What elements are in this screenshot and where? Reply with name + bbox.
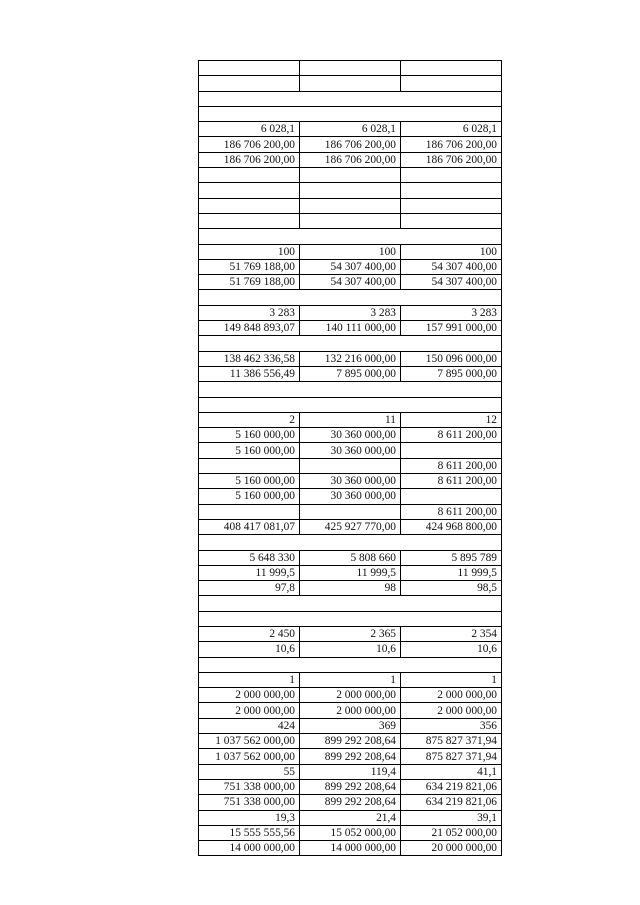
table-cell: 54 307 400,00	[401, 259, 502, 274]
spacer-cell	[199, 229, 300, 244]
table-cell: 150 096 000,00	[401, 351, 502, 366]
table-row	[199, 718, 502, 733]
table-cell	[199, 168, 300, 183]
table-cell: 425 927 770,00	[300, 519, 401, 534]
table-cell: 186 706 200,00	[199, 137, 300, 152]
table-cell: 186 706 200,00	[199, 152, 300, 167]
table-row	[199, 137, 502, 152]
table-cell	[401, 443, 502, 458]
table-cell: 751 338 000,00	[199, 795, 300, 810]
spacer-cell	[401, 290, 502, 305]
table-cell: 2 000 000,00	[300, 703, 401, 718]
table-cell: 2 450	[199, 626, 300, 641]
table-row	[199, 183, 502, 198]
table-cell	[300, 458, 401, 473]
table-cell: 6 028,1	[401, 122, 502, 137]
table-cell: 5 648 330	[199, 550, 300, 565]
table-row	[199, 504, 502, 519]
table-cell: 356	[401, 718, 502, 733]
spacer-cell	[199, 290, 300, 305]
table-cell: 10,6	[199, 642, 300, 657]
table-row	[199, 519, 502, 534]
table-cell	[300, 198, 401, 213]
table-cell: 3 283	[199, 305, 300, 320]
table-cell: 6 028,1	[199, 122, 300, 137]
spacer-cell	[199, 106, 300, 121]
table-cell: 408 417 081,07	[199, 519, 300, 534]
spacer-cell	[300, 91, 401, 106]
table-cell	[401, 61, 502, 76]
table-row	[199, 672, 502, 687]
table-row	[199, 474, 502, 489]
table-cell: 10,6	[300, 642, 401, 657]
table-cell: 6 028,1	[300, 122, 401, 137]
spacer-row	[199, 397, 502, 412]
table-cell: 51 769 188,00	[199, 259, 300, 274]
spacer-cell	[401, 229, 502, 244]
table-row	[199, 321, 502, 336]
table-cell: 10,6	[401, 642, 502, 657]
spacer-cell	[401, 106, 502, 121]
table-row	[199, 841, 502, 856]
data-table-body	[199, 61, 502, 856]
table-row	[199, 412, 502, 427]
table-cell: 157 991 000,00	[401, 321, 502, 336]
table-cell: 3 283	[300, 305, 401, 320]
table-row	[199, 443, 502, 458]
table-cell: 1	[401, 672, 502, 687]
table-cell	[199, 76, 300, 91]
table-cell: 5 895 789	[401, 550, 502, 565]
table-cell: 2 000 000,00	[401, 703, 502, 718]
table-cell: 54 307 400,00	[300, 275, 401, 290]
table-row	[199, 550, 502, 565]
table-cell: 1	[199, 672, 300, 687]
spacer-row	[199, 657, 502, 672]
spacer-cell	[300, 229, 401, 244]
table-cell: 369	[300, 718, 401, 733]
spacer-cell	[199, 91, 300, 106]
spacer-cell	[300, 397, 401, 412]
table-cell: 30 360 000,00	[300, 489, 401, 504]
spacer-row	[199, 336, 502, 351]
table-cell: 1 037 562 000,00	[199, 734, 300, 749]
spacer-cell	[300, 106, 401, 121]
table-cell: 875 827 371,94	[401, 749, 502, 764]
table-cell: 39,1	[401, 810, 502, 825]
table-cell: 132 216 000,00	[300, 351, 401, 366]
table-cell: 899 292 208,64	[300, 795, 401, 810]
table-row	[199, 213, 502, 228]
table-cell: 5 808 660	[300, 550, 401, 565]
spacer-row	[199, 290, 502, 305]
table-row	[199, 489, 502, 504]
table-cell: 11 999,5	[401, 565, 502, 580]
table-cell: 100	[401, 244, 502, 259]
table-cell: 3 283	[401, 305, 502, 320]
table-cell: 20 000 000,00	[401, 841, 502, 856]
table-row	[199, 428, 502, 443]
spacer-cell	[401, 611, 502, 626]
spacer-cell	[300, 657, 401, 672]
table-row	[199, 565, 502, 580]
table-cell: 138 462 336,58	[199, 351, 300, 366]
table-cell: 30 360 000,00	[300, 428, 401, 443]
table-cell: 424	[199, 718, 300, 733]
table-row	[199, 168, 502, 183]
spacer-cell	[199, 611, 300, 626]
table-row	[199, 779, 502, 794]
table-cell: 2 354	[401, 626, 502, 641]
table-cell: 14 000 000,00	[199, 841, 300, 856]
spacer-cell	[300, 290, 401, 305]
table-cell: 899 292 208,64	[300, 734, 401, 749]
table-cell	[199, 504, 300, 519]
table-row	[199, 825, 502, 840]
table-cell	[199, 198, 300, 213]
spacer-cell	[300, 382, 401, 397]
table-cell: 186 706 200,00	[401, 152, 502, 167]
spacer-cell	[199, 336, 300, 351]
table-cell	[300, 76, 401, 91]
table-row	[199, 122, 502, 137]
table-cell	[401, 489, 502, 504]
table-row	[199, 734, 502, 749]
spacer-cell	[199, 382, 300, 397]
spacer-row	[199, 229, 502, 244]
table-cell: 11 386 556,49	[199, 366, 300, 381]
spacer-cell	[300, 596, 401, 611]
table-cell: 424 968 800,00	[401, 519, 502, 534]
table-cell: 11	[300, 412, 401, 427]
spacer-cell	[401, 382, 502, 397]
table-cell	[199, 61, 300, 76]
table-cell	[300, 168, 401, 183]
table-cell: 2 000 000,00	[300, 688, 401, 703]
table-cell	[300, 504, 401, 519]
table-cell: 186 706 200,00	[300, 152, 401, 167]
table-cell: 899 292 208,64	[300, 749, 401, 764]
table-cell: 7 895 000,00	[300, 366, 401, 381]
table-cell: 1	[300, 672, 401, 687]
spacer-cell	[300, 611, 401, 626]
table-cell	[199, 213, 300, 228]
table-row	[199, 581, 502, 596]
table-cell: 30 360 000,00	[300, 443, 401, 458]
table-cell: 100	[199, 244, 300, 259]
table-cell	[401, 213, 502, 228]
table-row	[199, 61, 502, 76]
table-cell	[300, 61, 401, 76]
table-cell: 186 706 200,00	[401, 137, 502, 152]
table-cell: 5 160 000,00	[199, 428, 300, 443]
table-row	[199, 259, 502, 274]
table-cell: 15 052 000,00	[300, 825, 401, 840]
table-row	[199, 244, 502, 259]
table-cell: 186 706 200,00	[300, 137, 401, 152]
table-cell: 51 769 188,00	[199, 275, 300, 290]
table-row	[199, 703, 502, 718]
spacer-row	[199, 535, 502, 550]
data-table	[198, 60, 502, 856]
table-cell: 5 160 000,00	[199, 474, 300, 489]
table-cell: 30 360 000,00	[300, 474, 401, 489]
table-row	[199, 198, 502, 213]
table-cell: 55	[199, 764, 300, 779]
table-row	[199, 458, 502, 473]
table-cell: 875 827 371,94	[401, 734, 502, 749]
table-cell: 2 000 000,00	[199, 688, 300, 703]
spacer-cell	[199, 596, 300, 611]
table-cell: 8 611 200,00	[401, 428, 502, 443]
spacer-cell	[199, 535, 300, 550]
spacer-cell	[401, 657, 502, 672]
table-cell: 119,4	[300, 764, 401, 779]
table-cell: 98,5	[401, 581, 502, 596]
table-cell: 2 000 000,00	[401, 688, 502, 703]
table-cell: 634 219 821,06	[401, 795, 502, 810]
table-cell	[199, 458, 300, 473]
table-row	[199, 688, 502, 703]
table-cell	[401, 76, 502, 91]
spacer-cell	[401, 596, 502, 611]
table-row	[199, 749, 502, 764]
table-cell: 14 000 000,00	[300, 841, 401, 856]
table-cell	[401, 168, 502, 183]
table-row	[199, 626, 502, 641]
table-cell: 11 999,5	[199, 565, 300, 580]
table-cell: 41,1	[401, 764, 502, 779]
table-cell: 54 307 400,00	[401, 275, 502, 290]
table-cell: 7 895 000,00	[401, 366, 502, 381]
table-cell	[199, 183, 300, 198]
table-cell: 634 219 821,06	[401, 779, 502, 794]
table-cell	[401, 198, 502, 213]
table-cell: 98	[300, 581, 401, 596]
spacer-cell	[300, 336, 401, 351]
spacer-cell	[401, 535, 502, 550]
spacer-cell	[401, 336, 502, 351]
spacer-cell	[199, 657, 300, 672]
table-cell: 21,4	[300, 810, 401, 825]
table-cell: 54 307 400,00	[300, 259, 401, 274]
table-cell: 8 611 200,00	[401, 504, 502, 519]
table-cell	[300, 213, 401, 228]
table-row	[199, 366, 502, 381]
table-cell: 15 555 555,56	[199, 825, 300, 840]
table-cell: 1 037 562 000,00	[199, 749, 300, 764]
table-cell: 8 611 200,00	[401, 458, 502, 473]
spacer-cell	[401, 91, 502, 106]
table-cell: 100	[300, 244, 401, 259]
table-row	[199, 305, 502, 320]
table-cell: 8 611 200,00	[401, 474, 502, 489]
spacer-row	[199, 106, 502, 121]
spacer-row	[199, 611, 502, 626]
spacer-cell	[401, 397, 502, 412]
table-cell: 899 292 208,64	[300, 779, 401, 794]
table-row	[199, 810, 502, 825]
table-cell: 97,8	[199, 581, 300, 596]
table-cell	[401, 183, 502, 198]
table-cell: 751 338 000,00	[199, 779, 300, 794]
table-cell: 21 052 000,00	[401, 825, 502, 840]
table-cell: 2 365	[300, 626, 401, 641]
table-cell: 5 160 000,00	[199, 489, 300, 504]
spacer-row	[199, 382, 502, 397]
table-row	[199, 76, 502, 91]
table-cell: 5 160 000,00	[199, 443, 300, 458]
table-row	[199, 152, 502, 167]
table-cell: 2 000 000,00	[199, 703, 300, 718]
table-row	[199, 764, 502, 779]
spacer-cell	[199, 397, 300, 412]
table-cell: 140 111 000,00	[300, 321, 401, 336]
table-cell: 19,3	[199, 810, 300, 825]
spacer-cell	[300, 535, 401, 550]
spacer-row	[199, 596, 502, 611]
table-cell: 2	[199, 412, 300, 427]
table-cell: 11 999,5	[300, 565, 401, 580]
table-cell	[300, 183, 401, 198]
table-row	[199, 275, 502, 290]
table-row	[199, 795, 502, 810]
spacer-row	[199, 91, 502, 106]
table-cell: 12	[401, 412, 502, 427]
table-row	[199, 642, 502, 657]
table-row	[199, 351, 502, 366]
table-cell: 149 848 893,07	[199, 321, 300, 336]
